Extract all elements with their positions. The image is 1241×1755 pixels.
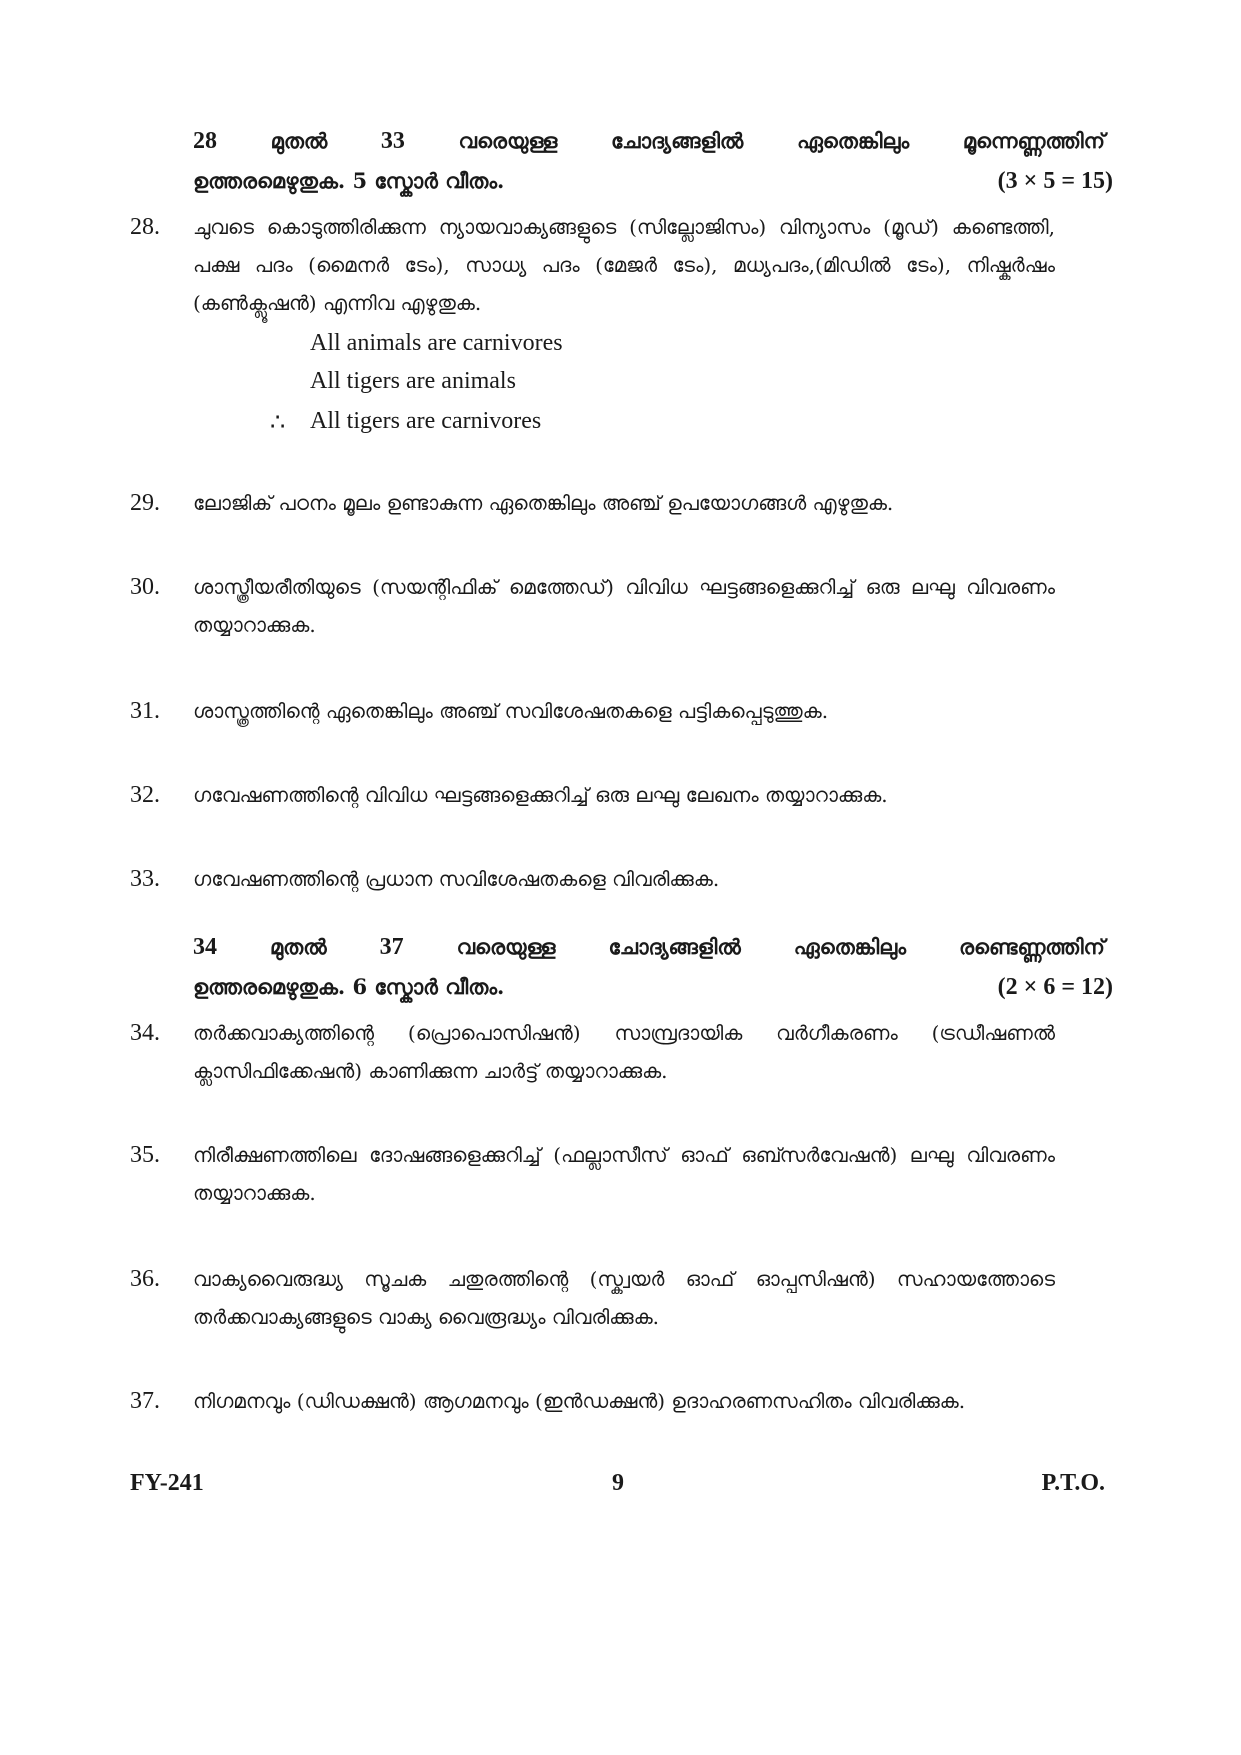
section-b-word-3: ചോദ്യങ്ങളിൽ bbox=[608, 934, 741, 959]
question-number: 34. bbox=[130, 1020, 160, 1046]
paper-code: FY-241 bbox=[130, 1470, 204, 1496]
question-number: 35. bbox=[130, 1142, 160, 1168]
section-a-marks: (3 × 5 = 15) bbox=[997, 168, 1113, 194]
page-number: 9 bbox=[612, 1470, 624, 1496]
section-a-instruction-line1 bbox=[193, 124, 1105, 158]
question-text: വാക്യവൈരുദ്ധ്യ സൂചക ചതുരത്തിന്റെ (സ്ക്വയർ ഓഫ് ഓപ്പസിഷൻ) സഹായത്തോടെ തർക്കവാക്യങ്ങളുടെ വാക്യ വൈരൂദ്ധ്യം വിവരിക്കുക. bbox=[193, 1267, 1055, 1329]
please-turn-over: P.T.O. bbox=[1041, 1470, 1105, 1496]
question-number: 30. bbox=[130, 574, 160, 600]
section-a-instruction-line2 bbox=[193, 162, 1113, 200]
section-b-score-instruction: ഉത്തരമെഴുതുക. 6 സ്കോർ വീതം. bbox=[193, 974, 505, 999]
section-heading-a bbox=[193, 124, 1113, 200]
question-text: നിഗമനവും (ഡിഡക്ഷൻ) ആഗമനവും (ഇൻഡക്ഷൻ) ഉദാഹരണസഹിതം വിവരിക്കുക. bbox=[193, 1389, 966, 1413]
section-a-score-instruction: ഉത്തരമെഴുതുക. 5 സ്കോർ വീതം. bbox=[193, 168, 505, 193]
section-b-instruction-line2 bbox=[193, 968, 1113, 1006]
section-a-to: 33 bbox=[380, 128, 405, 154]
section-b-word-1: മുതൽ bbox=[269, 934, 327, 959]
premise-minor: All tigers are animals bbox=[310, 368, 516, 394]
section-b-word-2: വരെയുള്ള bbox=[456, 934, 556, 959]
question-text: ഗവേഷണത്തിന്റെ വിവിധ ഘട്ടങ്ങളെക്കുറിച്ച് ഒരു ലഘു ലേഖനം തയ്യാറാക്കുക. bbox=[193, 783, 888, 807]
page-footer bbox=[130, 1470, 1105, 1502]
section-b-to: 37 bbox=[379, 934, 404, 960]
conclusion: All tigers are carnivores bbox=[310, 408, 542, 434]
question-text: നിരീക്ഷണത്തിലെ ദോഷങ്ങളെക്കുറിച്ച് (ഫല്ലാസീസ് ഓഫ് ഒബ്സർവേഷൻ) ലഘു വിവരണം തയ്യാറാക്കുക. bbox=[193, 1143, 1055, 1205]
therefore-symbol: ∴ bbox=[270, 410, 286, 436]
section-b-word-5: രണ്ടെണ്ണത്തിന് bbox=[958, 934, 1105, 959]
question-number: 31. bbox=[130, 698, 160, 724]
section-a-word-3: ചോദ്യങ്ങളിൽ bbox=[611, 128, 744, 153]
question-number: 37. bbox=[130, 1388, 160, 1414]
section-b-instruction-line1 bbox=[193, 930, 1105, 964]
section-a-from: 28 bbox=[193, 128, 217, 154]
section-b-from: 34 bbox=[193, 934, 217, 960]
question-text: ലോജിക് പഠനം മൂലം ഉണ്ടാകുന്ന ഏതെങ്കിലും അഞ്ച് ഉപയോഗങ്ങൾ എഴുതുക. bbox=[193, 491, 894, 515]
section-a-word-4: ഏതെങ്കിലും bbox=[796, 128, 910, 153]
question-text: ഗവേഷണത്തിന്റെ പ്രധാന സവിശേഷതകളെ വിവരിക്കുക. bbox=[193, 867, 720, 891]
section-a-word-2: വരെയുള്ള bbox=[458, 128, 558, 153]
section-b-marks: (2 × 6 = 12) bbox=[997, 974, 1113, 1000]
question-number: 33. bbox=[130, 866, 160, 892]
question-number: 32. bbox=[130, 782, 160, 808]
question-number: 28. bbox=[130, 214, 160, 240]
section-a-word-5: മൂന്നെണ്ണത്തിന് bbox=[962, 128, 1105, 153]
section-heading-b bbox=[193, 930, 1113, 1006]
question-text: ശാസ്ത്രത്തിന്റെ ഏതെങ്കിലും അഞ്ച് സവിശേഷതകളെ പട്ടികപ്പെടുത്തുക. bbox=[193, 699, 829, 723]
premise-major: All animals are carnivores bbox=[310, 330, 563, 356]
question-text: തർക്കവാക്യത്തിന്റെ (പ്രൊപൊസിഷൻ) സാമ്പ്രദായിക വർഗീകരണം (ട്രഡീഷണൽ ക്ലാസിഫിക്കേഷൻ) കാണിക്കുന്ന ചാർട്ട് തയ്യാറാക്കുക. bbox=[193, 1021, 1055, 1083]
question-text: ചുവടെ കൊടുത്തിരിക്കുന്ന ന്യായവാക്യങ്ങളുടെ (സില്ലോജിസം) വിന്യാസം (മൂഡ്) കണ്ടെത്തി, പക്ഷ പദം (മൈനർ ടേം), സാധ്യ പദം (മേജർ ടേം), മധ്യപദം,(മിഡിൽ ടേം), നിഷ്കർഷം (കൺക്ലൂഷൻ) എന്നിവ എഴുതുക. bbox=[193, 215, 1055, 315]
section-a-word-1: മുതൽ bbox=[270, 128, 328, 153]
question-number: 36. bbox=[130, 1266, 160, 1292]
section-b-word-4: ഏതെങ്കിലും bbox=[793, 934, 906, 959]
question-text: ശാസ്ത്രീയരീതിയുടെ (സയന്റിഫിക് മെത്തേഡ്) വിവിധ ഘട്ടങ്ങളെക്കുറിച്ച് ഒരു ലഘു വിവരണം തയ്യാറാക്കുക. bbox=[193, 575, 1055, 637]
question-number: 29. bbox=[130, 490, 160, 516]
